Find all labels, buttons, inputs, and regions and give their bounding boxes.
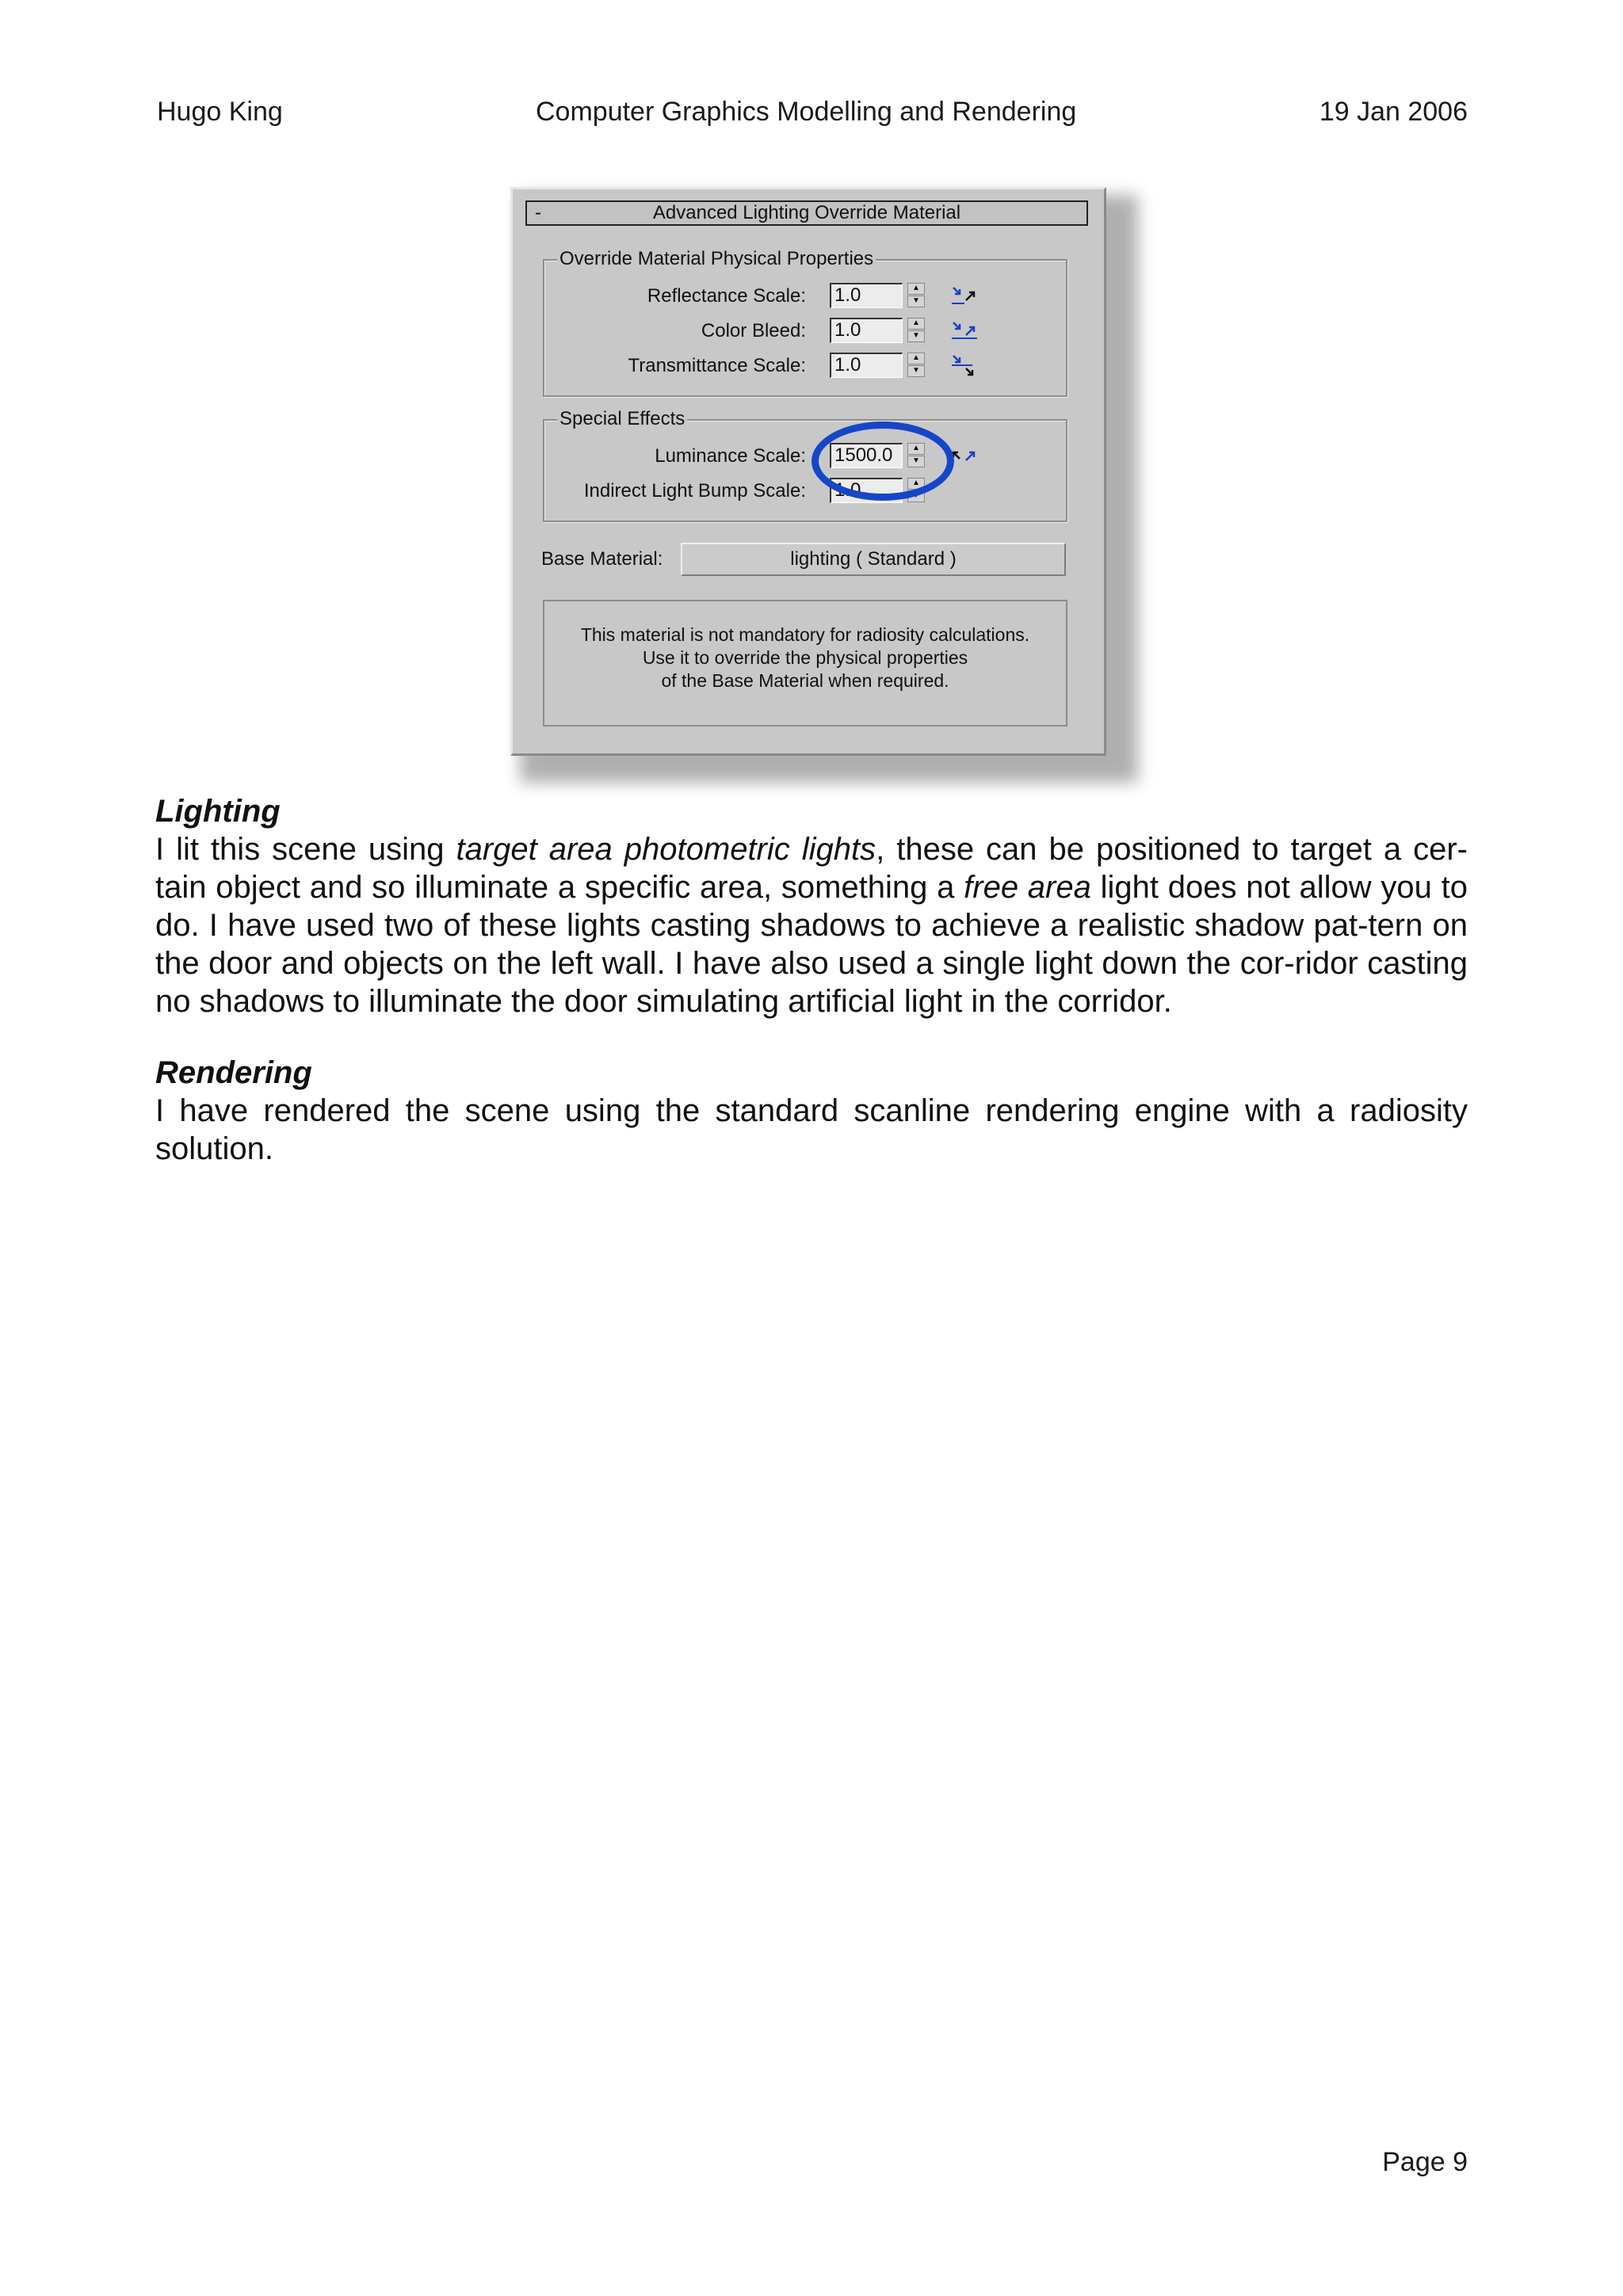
lighting-text-1: I lit this scene using [155, 832, 456, 867]
lighting-text-3: light does not allow you to do. I have used two of these lights casting shadows to achieve a realistic shadow pat-tern on the door and objects on the left wall. I have also used a single light down the cor-ridor casting no shadows to illuminate the door simulating artificial light in the corridor. [155, 870, 1468, 1019]
spinner-down-icon[interactable]: ▼ [907, 456, 925, 467]
header-author: Hugo King [157, 97, 283, 127]
transmittance-scale-row [544, 353, 1069, 379]
info-line: This material is not mandatory for radiosity calculations. [580, 624, 1030, 645]
indirect-light-bump-row [544, 478, 1069, 505]
spinner-up-icon[interactable]: ▲ [907, 318, 925, 330]
info-line: Use it to override the physical properties [642, 647, 968, 668]
rollout-header[interactable] [525, 200, 1088, 226]
material-panel-figure [510, 187, 1106, 756]
reflectance-scale-label: Reflectance Scale: [647, 285, 806, 307]
color-bleed-row [544, 318, 1069, 345]
color-bleed-label: Color Bleed: [701, 320, 806, 341]
lighting-emphasis-2: free area [964, 870, 1091, 905]
lighting-heading: Lighting [155, 794, 281, 829]
page-number: Page 9 [1382, 2147, 1468, 2177]
transmittance-scale-spinner[interactable] [907, 353, 925, 378]
luminance-scale-label: Luminance Scale: [655, 445, 806, 467]
lock-arrows-icon[interactable] [949, 283, 980, 307]
spinner-up-icon[interactable]: ▲ [907, 353, 925, 364]
lighting-paragraph [155, 830, 1468, 1020]
header-date: 19 Jan 2006 [1319, 97, 1468, 127]
base-material-label: Base Material: [541, 548, 663, 570]
spinner-down-icon[interactable]: ▼ [907, 365, 925, 377]
indirect-light-bump-label: Indirect Light Bump Scale: [583, 480, 806, 502]
spinner-down-icon[interactable]: ▼ [907, 330, 925, 342]
base-material-button[interactable]: lighting ( Standard ) [681, 543, 1066, 576]
physical-properties-group [543, 248, 1067, 397]
lock-arrows-icon[interactable] [949, 318, 980, 341]
spinner-up-icon[interactable]: ▲ [907, 478, 925, 490]
color-bleed-spinner[interactable] [907, 318, 925, 343]
luminance-scale-field[interactable]: 1500.0 [830, 443, 903, 468]
reflectance-scale-spinner[interactable] [907, 283, 925, 308]
indirect-light-bump-field[interactable]: 1.0 [830, 478, 903, 503]
spinner-down-icon[interactable]: ▼ [907, 490, 925, 502]
rendering-heading: Rendering [155, 1055, 312, 1090]
luminance-scale-row [544, 443, 1069, 470]
info-line: of the Base Material when required. [661, 670, 949, 691]
group-label-special-effects: Special Effects [557, 408, 687, 430]
transmittance-scale-field[interactable]: 1.0 [830, 353, 903, 378]
lighting-text-2: , these can be positioned to target a cer-tain object and so illuminate a specific area, something a [155, 832, 1468, 905]
rendering-paragraph: I have rendered the scene using the standard scanline rendering engine with a radiosity solution. [155, 1093, 1468, 1166]
rollout-title: Advanced Lighting Override Material [652, 202, 961, 223]
lighting-emphasis-1: target area photometric lights [456, 832, 876, 867]
group-label-physical: Override Material Physical Properties [557, 248, 876, 270]
transmittance-scale-label: Transmittance Scale: [628, 355, 806, 376]
color-bleed-field[interactable]: 1.0 [830, 318, 903, 343]
reflectance-scale-row [544, 283, 1069, 310]
special-effects-group [543, 408, 1067, 522]
highlight-circle [812, 421, 954, 501]
spinner-up-icon[interactable]: ▲ [907, 283, 925, 295]
info-text-box [543, 600, 1067, 727]
spinner-down-icon[interactable]: ▼ [907, 296, 925, 307]
header-course: Computer Graphics Modelling and Rendering [536, 97, 1077, 127]
spinner-up-icon[interactable]: ▲ [907, 443, 925, 455]
rollout-collapse-icon[interactable]: - [535, 202, 541, 223]
lock-arrows-icon[interactable] [949, 353, 980, 376]
reflectance-scale-field[interactable]: 1.0 [830, 283, 903, 308]
